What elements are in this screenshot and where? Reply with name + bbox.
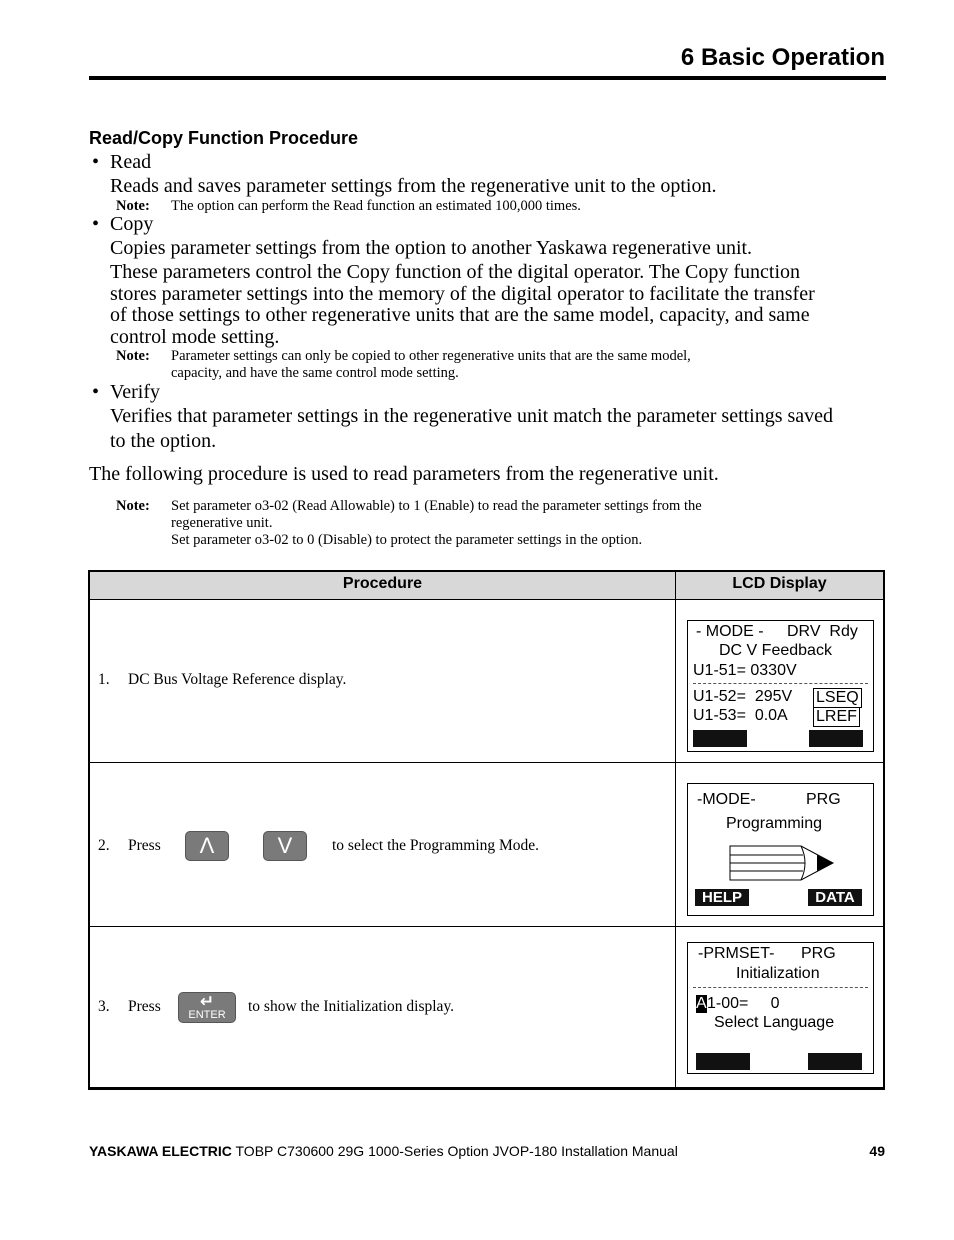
page-number: 49 bbox=[869, 1143, 885, 1159]
lcd-display-1 bbox=[687, 620, 874, 752]
header-rule bbox=[89, 76, 886, 80]
step-press: Press bbox=[128, 998, 161, 1015]
lcd-line: DRV Rdy bbox=[787, 623, 858, 640]
lcd-line: PRG bbox=[806, 791, 841, 808]
row-divider bbox=[90, 762, 883, 763]
lcd-softkey-right bbox=[809, 730, 863, 747]
column-divider bbox=[675, 572, 676, 1087]
step-text: DC Bus Voltage Reference display. bbox=[128, 671, 347, 688]
lcd-display-3 bbox=[687, 942, 874, 1074]
lcd-cursor: A bbox=[696, 995, 707, 1012]
lcd-separator bbox=[693, 683, 868, 684]
lcd-softkey-left bbox=[693, 730, 747, 747]
bullet-read: • Read bbox=[92, 151, 152, 173]
lcd-line: U1-52= 295V bbox=[693, 688, 793, 705]
up-arrow-key[interactable] bbox=[185, 831, 229, 861]
lcd-tag-lseq: LSEQ bbox=[813, 688, 862, 708]
main-note bbox=[116, 498, 702, 548]
note-line: Parameter settings can only be copied to other regenerative units that are the same model, bbox=[171, 348, 691, 364]
step-number: 1. bbox=[98, 671, 110, 688]
note-label: Note: bbox=[116, 348, 150, 364]
col-lcd-display: LCD Display bbox=[732, 575, 827, 592]
down-arrow-key[interactable] bbox=[263, 831, 307, 861]
note-line: capacity, and have the same control mode setting. bbox=[171, 365, 459, 381]
footer bbox=[89, 1143, 678, 1159]
bullet-copy-label: Copy bbox=[110, 213, 154, 235]
up-arrow-icon: Λ bbox=[199, 833, 215, 858]
note-text bbox=[171, 498, 811, 549]
step-text: to select the Programming Mode. bbox=[332, 837, 540, 854]
lcd-line: -PRMSET- bbox=[698, 945, 775, 962]
footer-brand: YASKAWA ELECTRIC bbox=[89, 1143, 232, 1159]
step-number: 3. bbox=[98, 998, 110, 1015]
lcd-line: -MODE- bbox=[697, 791, 756, 808]
lcd-line: Programming bbox=[726, 815, 823, 832]
lcd-display-2 bbox=[687, 783, 874, 916]
lcd-line: U1-51= 0330V bbox=[693, 662, 797, 679]
verify-line-1: Verifies that parameter settings in the regenerative unit match the parameter settings saved bbox=[110, 405, 834, 427]
copy-para-3: of those settings to other regenerative units that are the same model, capacity, and same bbox=[110, 304, 810, 326]
intro-text: The following procedure is used to read parameters from the regenerative unit. bbox=[89, 463, 719, 485]
chapter-title: 6 Basic Operation bbox=[680, 44, 885, 71]
lcd-separator bbox=[693, 987, 868, 988]
bullet-verify: • Verify bbox=[92, 381, 160, 403]
note-line: regenerative unit. bbox=[171, 515, 273, 531]
copy-note bbox=[116, 348, 691, 381]
lcd-line: DC V Feedback bbox=[719, 642, 832, 659]
bullet-copy: • Copy bbox=[92, 213, 154, 235]
footer-doc-title: TOBP C730600 29G 1000-Series Option JVOP-180 Installation Manual bbox=[231, 1143, 678, 1159]
down-arrow-icon: V bbox=[277, 833, 293, 858]
note-label: Note: bbox=[116, 198, 150, 214]
note-label: Note: bbox=[116, 498, 150, 514]
enter-key[interactable] bbox=[178, 992, 236, 1023]
lcd-help-softkey: HELP bbox=[695, 889, 749, 906]
lcd-line: U1-53= 0.0A bbox=[693, 707, 788, 724]
col-procedure: Procedure bbox=[342, 575, 423, 592]
lcd-line: 1-00= 0 bbox=[707, 995, 780, 1012]
note-text bbox=[171, 348, 811, 382]
enter-key-label: ENTER bbox=[188, 1009, 226, 1021]
lcd-line: Select Language bbox=[714, 1014, 835, 1031]
row-divider bbox=[90, 926, 883, 927]
pencil-icon bbox=[729, 844, 835, 882]
lcd-softkey-right bbox=[808, 1053, 862, 1070]
step-number: 2. bbox=[98, 837, 110, 854]
step-press: Press bbox=[128, 837, 161, 854]
verify-line-2: to the option. bbox=[110, 430, 217, 452]
lcd-line: - MODE - bbox=[696, 623, 764, 640]
procedure-table bbox=[88, 570, 885, 1090]
read-description: Reads and saves parameter settings from the regenerative unit to the option. bbox=[110, 175, 717, 197]
note-line: Set parameter o3-02 (Read Allowable) to 1 (Enable) to read the parameter settings from the bbox=[171, 498, 702, 514]
step-text: to show the Initialization display. bbox=[248, 998, 455, 1015]
copy-description: Copies parameter settings from the option to another Yaskawa regenerative unit. bbox=[110, 237, 753, 259]
copy-para-4: control mode setting. bbox=[110, 326, 280, 348]
lcd-line: Initialization bbox=[736, 965, 820, 982]
enter-icon: ↵ bbox=[199, 992, 215, 1011]
copy-para-2: stores parameter settings into the memory of the digital operator to facilitate the transfer bbox=[110, 283, 815, 305]
note-line: Set parameter o3-02 to 0 (Disable) to protect the parameter settings in the option. bbox=[171, 532, 643, 548]
bullet-verify-label: Verify bbox=[110, 381, 160, 403]
section-title: Read/Copy Function Procedure bbox=[89, 128, 359, 148]
bullet-read-label: Read bbox=[110, 151, 152, 173]
copy-para-1: These parameters control the Copy function of the digital operator. The Copy function bbox=[110, 261, 800, 283]
lcd-line: PRG bbox=[801, 945, 836, 962]
lcd-tag-lref: LREF bbox=[813, 707, 860, 727]
lcd-softkey-left bbox=[696, 1053, 750, 1070]
note-text: The option can perform the Read function an estimated 100,000 times. bbox=[171, 198, 581, 214]
lcd-data-softkey: DATA bbox=[808, 889, 862, 906]
